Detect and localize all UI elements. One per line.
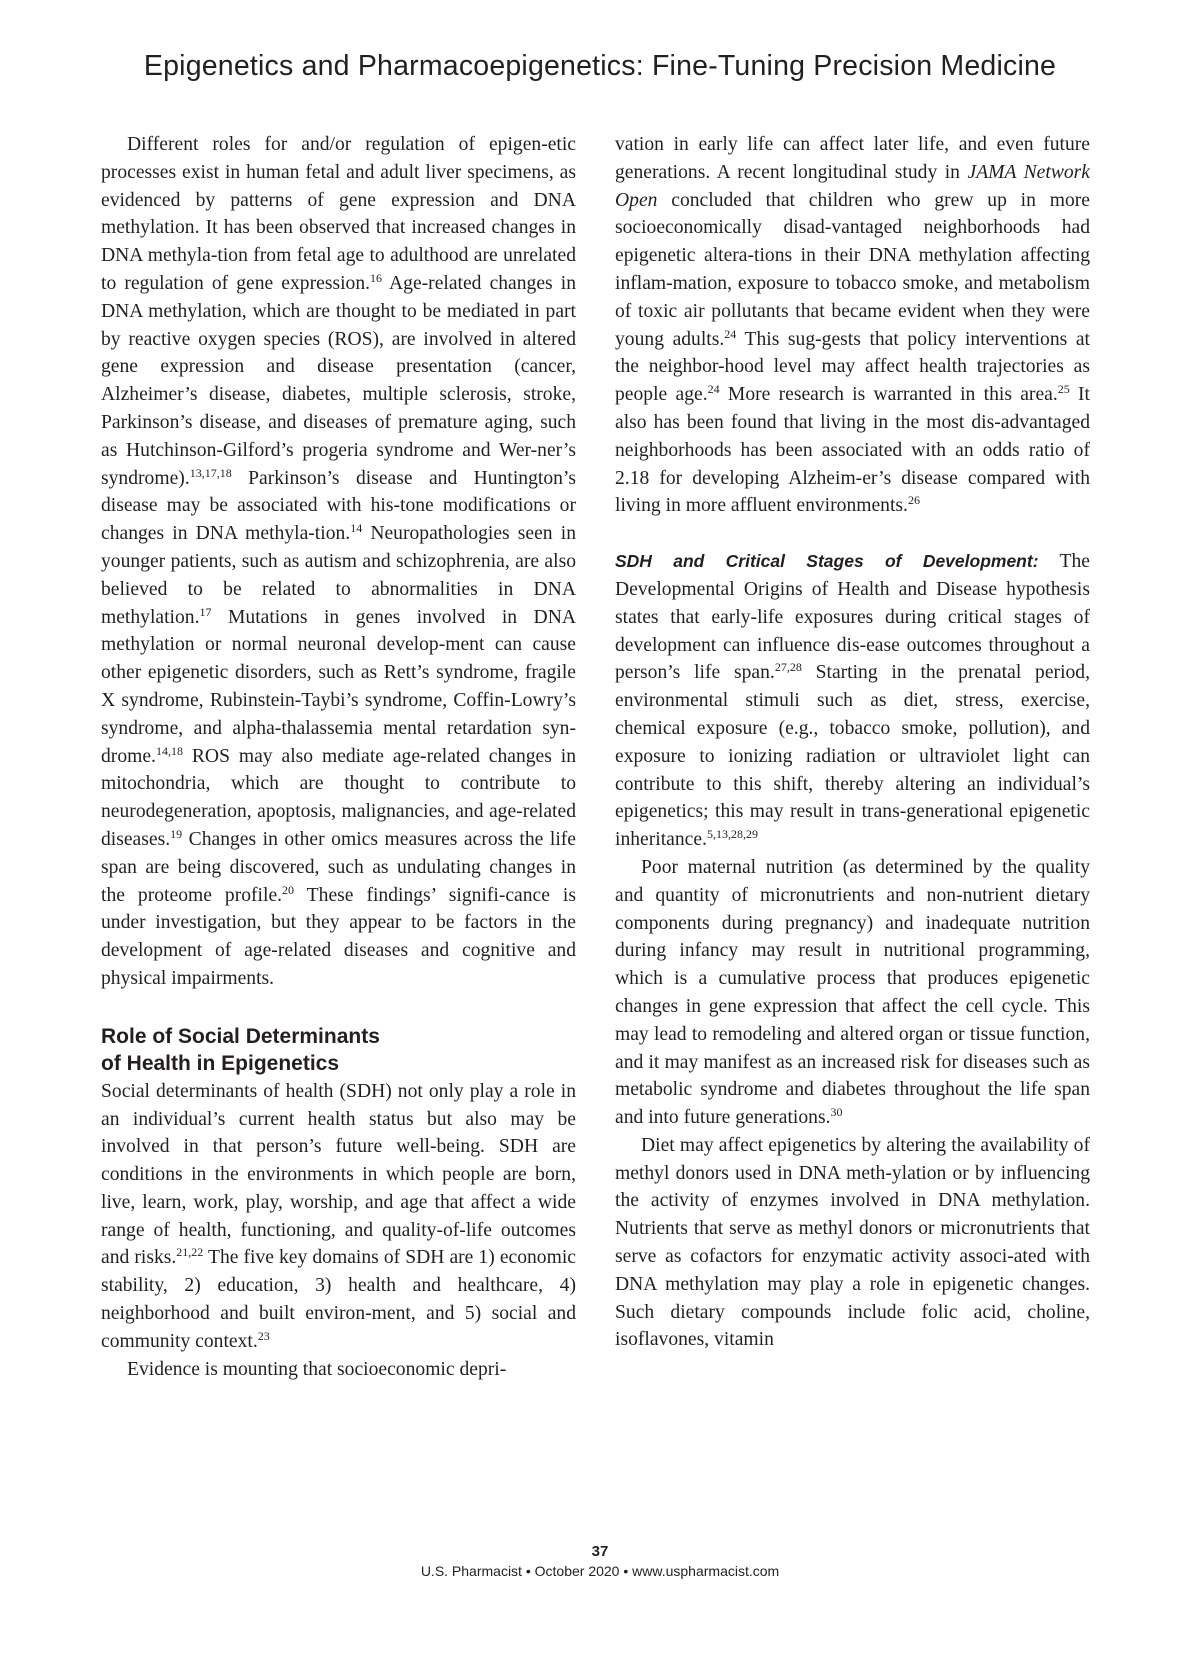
text-run: Different roles for and/or regulation of epigen-etic processes exist in human fetal and adult liver specimens, as evidenced by patterns of gene expression and DNA methylation. It has been observed that increased changes in DNA methyla-tion from fetal age to adulthood are unrelated to regulation of gene expression. [101, 134, 576, 294]
section-heading-line: Role of Social Determinants [101, 1024, 380, 1048]
text-run: The five key domains of SDH are 1) economic stability, 2) education, 3) health and healthcare, 4) neighborhood and built environ-ment, and 5) social and community context. [101, 1247, 576, 1352]
citation-ref: 5,13,28,29 [706, 827, 758, 842]
run-in-heading: SDH and Critical Stages of Development: [615, 551, 1039, 572]
right-column [615, 131, 1090, 1354]
citation-ref: 30 [830, 1105, 843, 1120]
text-run: The Developmental Origins of Health and Disease hypothesis states that early-life exposures during critical stages of development can influence dis-ease outcomes throughout a person’s life span. [615, 551, 1090, 684]
paragraph [101, 1078, 576, 1356]
citation-ref: 14,18 [155, 743, 183, 758]
paragraph [615, 548, 1090, 854]
text-run: More research is warranted in this area. [719, 384, 1058, 406]
citation-ref: 26 [907, 493, 920, 508]
text-run: It also has been found that living in the most dis-advantaged neighborhoods has been associated with an odds ratio of 2.18 for developing Alzheim-er’s disease compared with living in more affluent environments. [615, 384, 1091, 517]
text-run: Parkinson’s disease and Huntington’s disease may be associated with his-tone modifications or changes in DNA methyla-tion. [101, 467, 576, 545]
paragraph [615, 854, 1090, 1132]
citation-ref: 24 [724, 326, 737, 341]
journal-title: JAMA Network Open [615, 161, 1091, 211]
citation-ref: 17 [199, 604, 212, 619]
citation-ref: 24 [707, 382, 720, 397]
footer-publication-line: U.S. Pharmacist • October 2020 • www.uspharmacist.com [420, 1563, 780, 1579]
text-run: Social determinants of health (SDH) not only play a role in an individual’s current health status but also may be involved in that person’s future well-being. SDH are conditions in the environments in which people are born, live, learn, work, play, worship, and age that affect a wide range of health, functioning, and quality-of-life outcomes and risks. [101, 1080, 576, 1269]
page-header-title: Epigenetics and Pharmacoepigenetics: Fine-Tuning Precision Medicine [143, 50, 1057, 82]
text-run: Starting in the prenatal period, environmental stimuli such as diet, stress, exercise, chemical exposure (e.g., tobacco smoke, pollution), and exposure to ionizing radiation or ultraviolet light can contribute to this shift, thereby altering an individual’s epigenetics; this may result in trans-generational epigenetic inheritance. [615, 662, 1091, 851]
citation-ref: 25 [1057, 382, 1070, 397]
text-run: Neuropathologies seen in younger patients, such as autism and schizophrenia, are also believed to be related to abnormalities in DNA methylation. [101, 523, 576, 628]
citation-ref: 21,22 [176, 1245, 204, 1260]
paragraph [615, 1132, 1090, 1354]
citation-ref: 20 [282, 882, 295, 897]
text-run: ROS may also mediate age-related changes in mitochondria, which are thought to contribute to neurodegeneration, apoptosis, malignancies, and age-related diseases. [101, 745, 576, 850]
citation-ref: 19 [170, 826, 183, 841]
text-run: concluded that children who grew up in more socioeconomically disad-vantaged neighborhoods had epigenetic altera-tions in their DNA methylation affecting inflam-mation, exposure to tobacco smoke, and metabolism of toxic air pollutants that became evident when they were young adults. [615, 189, 1090, 350]
paragraph [615, 131, 1090, 520]
citation-ref: 16 [370, 270, 383, 285]
page-number: 37 [591, 1543, 609, 1560]
text-run: These findings’ signifi-cance is under investigation, but they appear to be factors in the development of age-related diseases and cognitive and physical impairments. [101, 884, 576, 989]
text-run: This sug-gests that policy interventions at the neighbor-hood level may affect health trajectories as people age. [615, 328, 1090, 406]
citation-ref: 14 [350, 521, 363, 536]
text-run: vation in early life can affect later life, and even future generations. A recent longitudinal study in [615, 134, 1090, 183]
section-heading [101, 1023, 576, 1078]
text-run: Evidence is mounting that socioeconomic depri- [127, 1358, 507, 1380]
section-heading-line: of Health in Epigenetics [101, 1052, 340, 1076]
citation-ref: 23 [257, 1328, 270, 1343]
citation-ref: 27,28 [774, 660, 802, 675]
text-run: Diet may affect epigenetics by altering the availability of methyl donors used in DNA meth-ylation or by influencing the activity of enzymes involved in DNA methylation. Nutrients that serve as methyl donors or micronutrients that serve as cofactors for enzymatic activity associ-ated with DNA methylation may play a role in epigenetic changes. Such dietary compounds include folic acid, choline, isoflavones, vitamin [615, 1134, 1090, 1351]
citation-ref: 13,17,18 [189, 465, 232, 480]
text-run: Poor maternal nutrition (as determined by the quality and quantity of micronutrients and non-nutrient dietary components during pregnancy) and inadequate nutrition during infancy may result in nutritional programming, which is a cumulative process that produces epigenetic changes in gene expression that affect the cell cycle. This may lead to remodeling and altered organ or tissue function, and it may manifest as an increased risk for diseases such as metabolic syndrome and diabetes throughout the life span and into future generations. [615, 856, 1090, 1129]
text-run: Changes in other omics measures across the life span are being discovered, such as undulating changes in the proteome profile. [101, 828, 576, 906]
text-run: Mutations in genes involved in DNA methylation or normal neuronal develop-ment can cause other epigenetic disorders, such as Rett’s syndrome, fragile X syndrome, Rubinstein-Taybi’s syndrome, Coffin-Lowry’s syndrome, and alpha-thalassemia mental retardation syn-drome. [101, 606, 576, 767]
paragraph [101, 131, 576, 993]
paragraph [101, 1356, 576, 1384]
left-column [101, 131, 576, 1383]
paragraph-spacer [615, 520, 1090, 548]
text-run: Age-related changes in DNA methylation, which are thought to be mediated in part by reactive oxygen species (ROS), are involved in altered gene expression and disease presentation (cancer, Alzheimer’s disease, diabetes, multiple sclerosis, stroke, Parkinson’s disease, and diseases of premature aging, such as Hutchinson-Gilford’s progeria syndrome and Wer-ner’s syndrome). [101, 272, 576, 489]
